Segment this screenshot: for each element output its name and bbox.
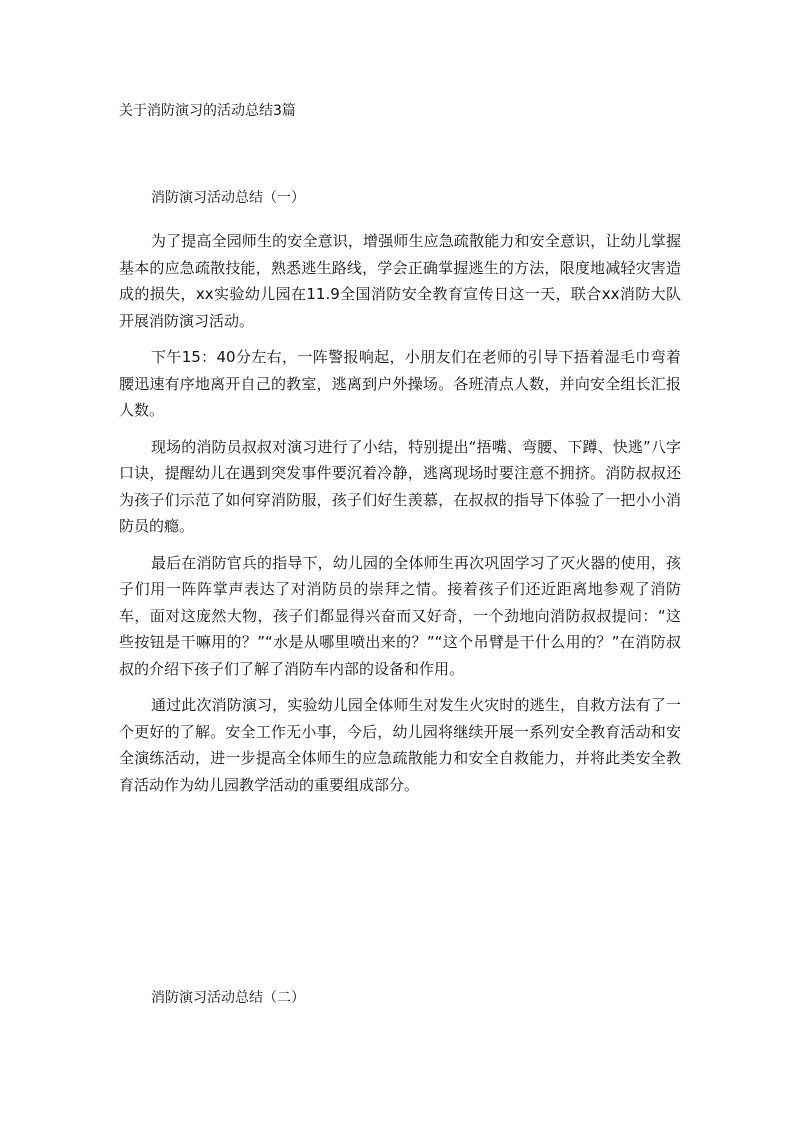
paragraph-5: 通过此次消防演习，实验幼儿园全体师生对发生火灾时的逃生，自救方法有了一个更好的了解。安全工作无小事，今后，幼儿园将继续开展一系列安全教育活动和安全演练活动，进一步提高全体师生的应急疏散能力和安全自救能力，并将此类安全教育活动作为幼儿园教学活动的重要组成部分。 xyxy=(119,696,681,794)
paragraph-2: 下午15：40分左右，一阵警报响起，小朋友们在老师的引导下捂着湿毛巾弯着腰迅速有序地离开自己的教室，逃离到户外操场。各班清点人数，并向安全组长汇报人数。 xyxy=(119,348,681,419)
section-heading-2: 消防演习活动总结（二） xyxy=(151,990,305,1006)
paragraph-4: 最后在消防官兵的指导下，幼儿园的全体师生再次巩固学习了灭火器的使用，孩子们用一阵阵掌声表达了对消防员的崇拜之情。接着孩子们还近距离地参观了消防车，面对这庞然大物，孩子们都显得兴奋而又好奇，一个劲地向消防叔叔提问：“这些按钮是干嘛用的？”“水是从哪里喷出来的？”“这个吊臂是干什么用的？”在消防叔叔的介绍下孩子们了解了消防车内部的设备和作用。 xyxy=(119,553,681,678)
section-1-body xyxy=(119,228,681,808)
document-title: 关于消防演习的活动总结3篇 xyxy=(119,103,296,119)
paragraph-3: 现场的消防员叔叔对演习进行了小结，特别提出“捂嘴、弯腰、下蹲、快逃”八字口诀，提醒幼儿在遇到突发事件要沉着冷静，逃离现场时要注意不拥挤。消防叔叔还为孩子们示范了如何穿消防服，孩子们好生羡慕，在叔叔的指导下体验了一把小小消防员的瘾。 xyxy=(119,437,681,535)
paragraph-1: 为了提高全园师生的安全意识，增强师生应急疏散能力和安全意识，让幼儿掌握基本的应急疏散技能，熟悉逃生路线，学会正确掌握逃生的方法，限度地减轻灾害造成的损失，xx实验幼儿园在11.9全国消防安全教育宣传日这一天，联合xx消防大队开展消防演习活动。 xyxy=(119,232,681,330)
section-heading-1: 消防演习活动总结（一） xyxy=(151,190,305,206)
